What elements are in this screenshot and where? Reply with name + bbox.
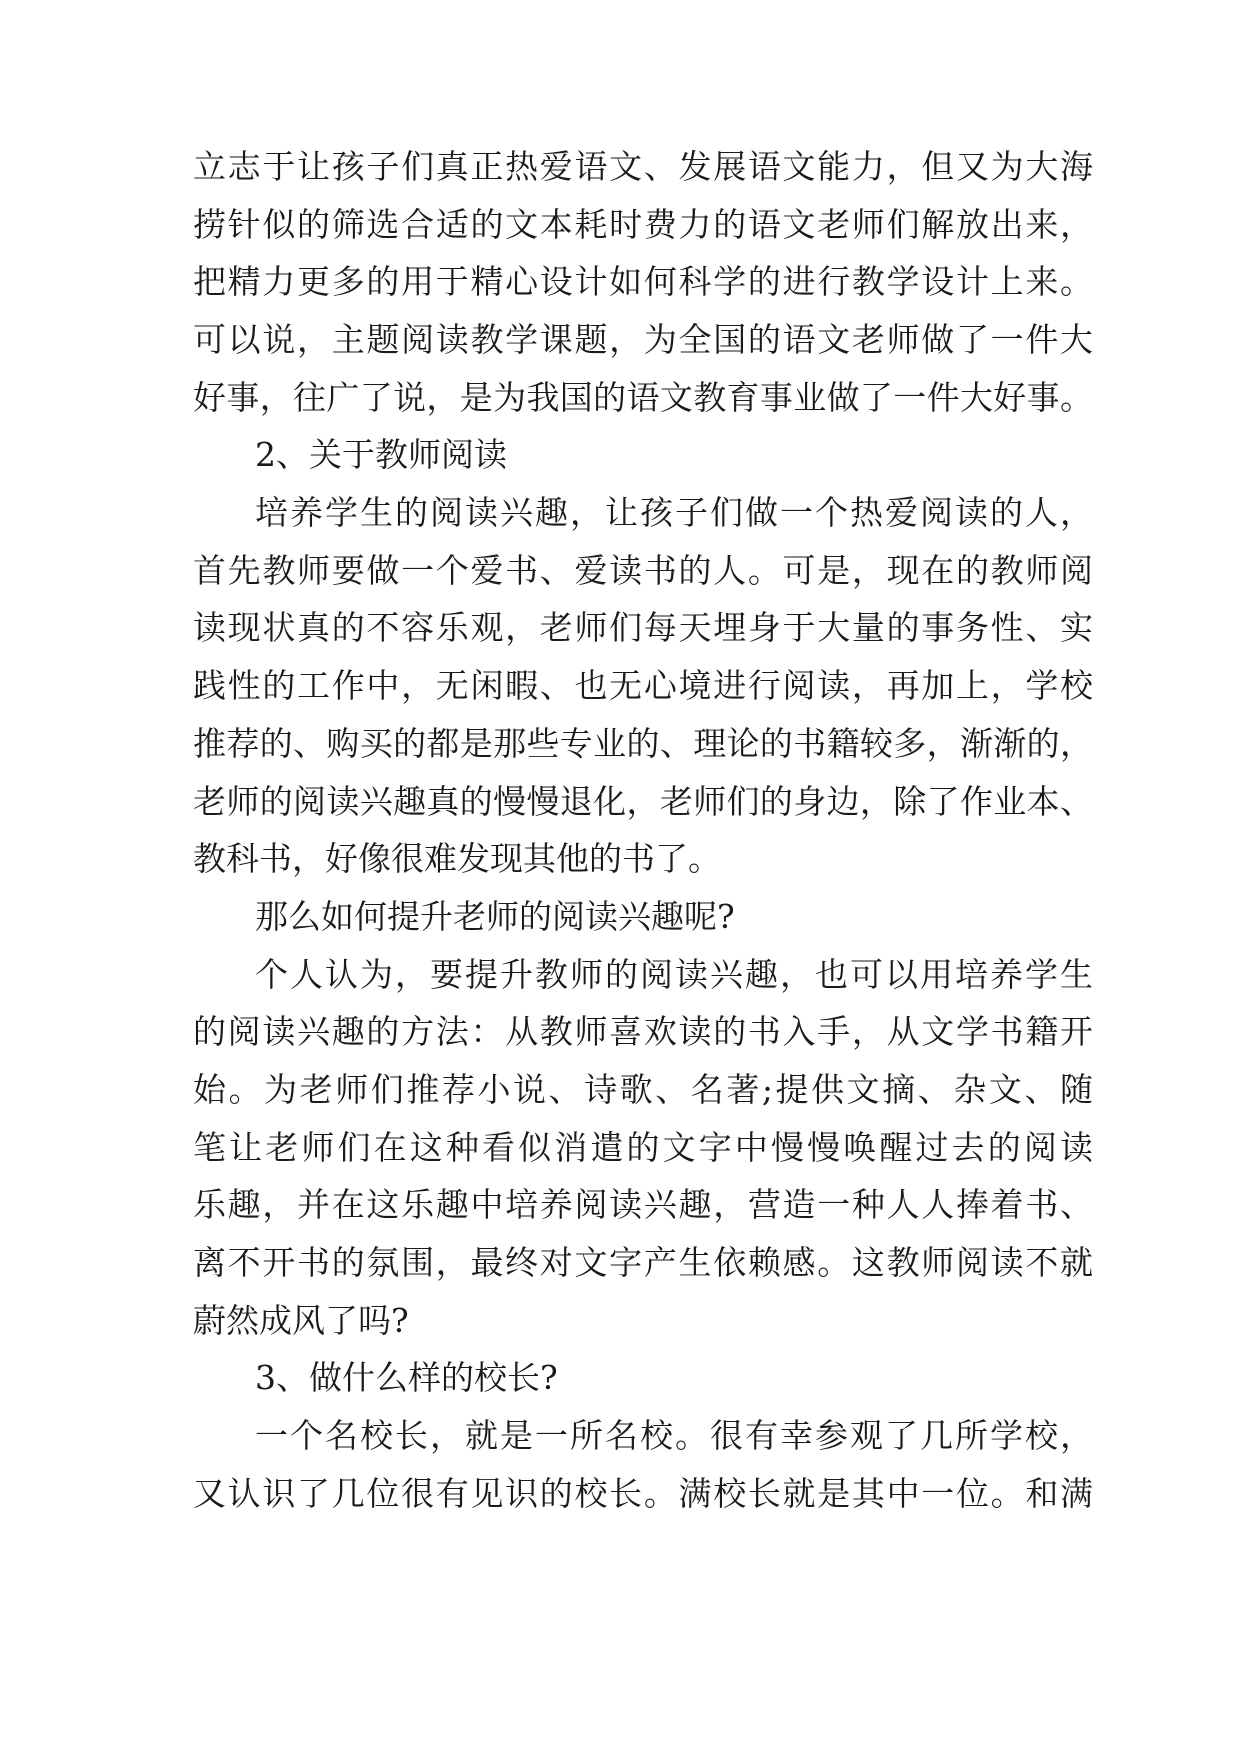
question-line: 那么如何提升老师的阅读兴趣呢? bbox=[255, 897, 735, 936]
paragraph-first-line: 一个名校长，就是一所名校。很有幸参观了几所学校， bbox=[255, 1416, 1093, 1455]
text-line: 始。为老师们推荐小说、诗歌、名著;提供文摘、杂文、随 bbox=[193, 1070, 1093, 1109]
text-line: 推荐的、购买的都是那些专业的、理论的书籍较多，渐渐的， bbox=[193, 724, 1093, 763]
paragraph-first-line: 培养学生的阅读兴趣，让孩子们做一个热爱阅读的人， bbox=[255, 493, 1093, 532]
text-line: 好事，往广了说，是为我国的语文教育事业做了一件大好事。 bbox=[193, 378, 1093, 417]
section-heading: 3、做什么样的校长? bbox=[255, 1358, 558, 1397]
text-line: 蔚然成风了吗? bbox=[193, 1301, 409, 1340]
text-line: 把精力更多的用于精心设计如何科学的进行教学设计上来。 bbox=[193, 262, 1093, 301]
text-line: 笔让老师们在这种看似消遣的文字中慢慢唤醒过去的阅读 bbox=[193, 1128, 1093, 1167]
text-line: 首先教师要做一个爱书、爱读书的人。可是，现在的教师阅 bbox=[193, 551, 1093, 590]
text-line: 老师的阅读兴趣真的慢慢退化，老师们的身边，除了作业本、 bbox=[193, 782, 1093, 821]
text-line: 离不开书的氛围，最终对文字产生依赖感。这教师阅读不就 bbox=[193, 1243, 1093, 1282]
text-line: 立志于让孩子们真正热爱语文、发展语文能力，但又为大海 bbox=[193, 147, 1093, 186]
text-line: 又认识了几位很有见识的校长。满校长就是其中一位。和满 bbox=[193, 1474, 1093, 1513]
text-line: 可以说，主题阅读教学课题，为全国的语文老师做了一件大 bbox=[193, 320, 1093, 359]
text-line: 读现状真的不容乐观，老师们每天埋身于大量的事务性、实 bbox=[193, 608, 1093, 647]
text-line: 乐趣，并在这乐趣中培养阅读兴趣，营造一种人人捧着书、 bbox=[193, 1185, 1093, 1224]
text-line: 践性的工作中，无闲暇、也无心境进行阅读，再加上，学校 bbox=[193, 666, 1093, 705]
text-line: 的阅读兴趣的方法：从教师喜欢读的书入手，从文学书籍开 bbox=[193, 1012, 1093, 1051]
text-line: 教科书，好像很难发现其他的书了。 bbox=[193, 839, 721, 878]
paragraph-first-line: 个人认为，要提升教师的阅读兴趣，也可以用培养学生 bbox=[255, 955, 1093, 994]
section-heading: 2、关于教师阅读 bbox=[255, 435, 507, 474]
text-line: 捞针似的筛选合适的文本耗时费力的语文老师们解放出来， bbox=[193, 205, 1093, 244]
